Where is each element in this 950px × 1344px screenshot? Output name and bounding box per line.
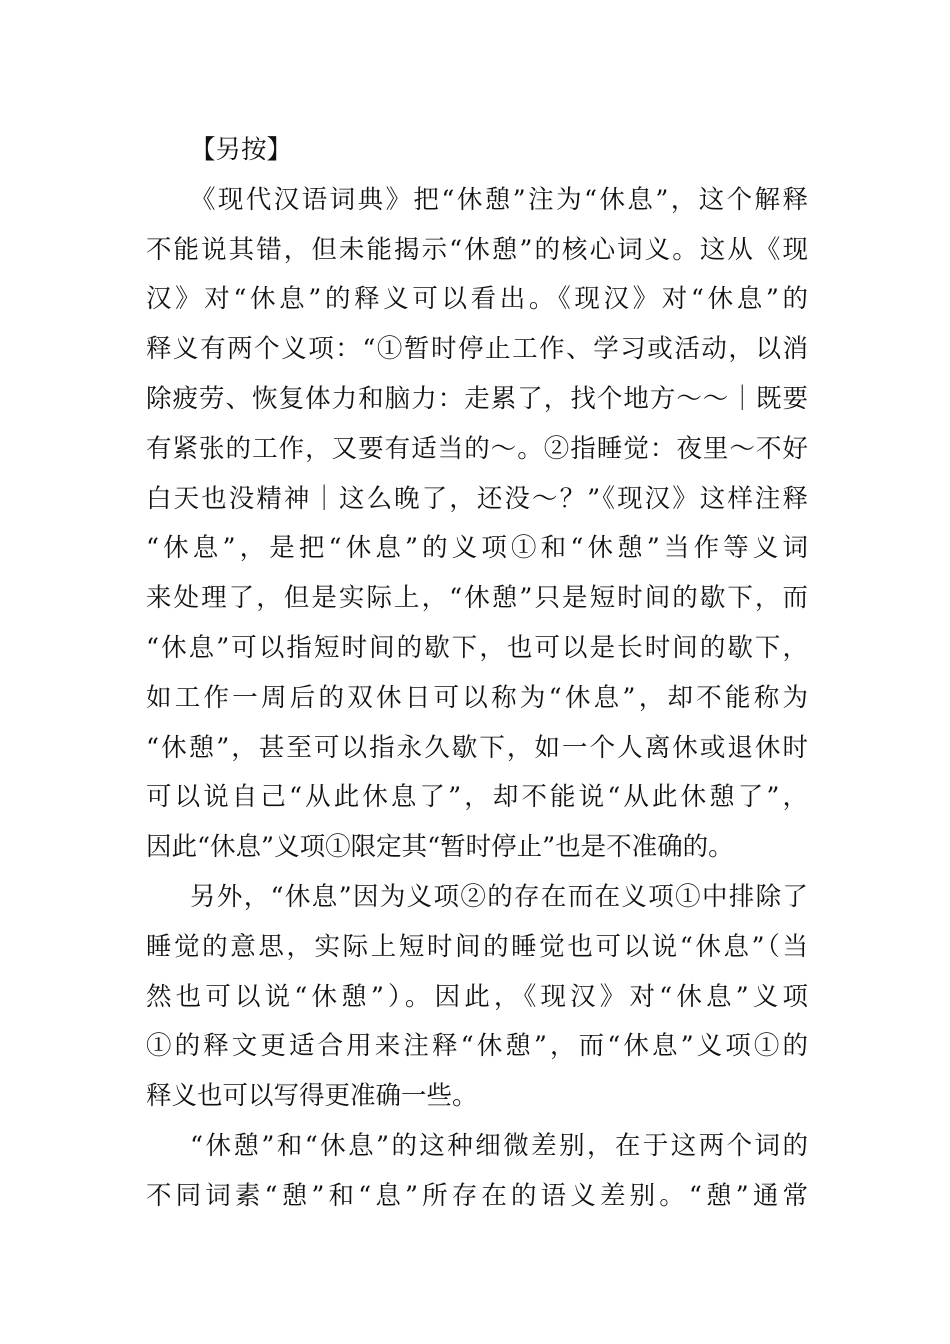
text-line: 可以说自己“从此休息了”，却不能说“从此休憩了”，: [146, 782, 808, 813]
text-line: “休憩”，甚至可以指永久歇下，如一个人离休或退休时: [146, 732, 808, 763]
text-line: 汉》对“休息”的释义可以看出。《现汉》对“休息”的: [146, 284, 808, 315]
paragraph-2: [146, 873, 808, 1122]
text-line: 如工作一周后的双休日可以称为“休息”，却不能称为: [146, 682, 808, 713]
text-line: “休憩”和“休息”的这种细微差别，在于这两个词的: [190, 1130, 808, 1161]
text-line: ①的释文更适合用来注释“休憩”，而“休息”义项①的: [146, 1031, 808, 1062]
text-line: 不能说其错，但未能揭示“休憩”的核心词义。这从《现: [146, 234, 808, 265]
text-line: “休息”，是把“休息”的义项①和“休憩”当作等义词: [146, 533, 808, 564]
text-line: 因此“休息”义项①限定其“暂时停止”也是不准确的。: [146, 832, 734, 863]
text-line: 《现代汉语词典》把“休憩”注为“休息”，这个解释: [190, 184, 808, 215]
section-heading: 【另按】: [190, 135, 293, 165]
text-line: 不同词素“憩”和“息”所存在的语义差别。“憩”通常: [146, 1180, 808, 1211]
text-line: 另外，“休息”因为义项②的存在而在义项①中排除了: [190, 881, 808, 912]
text-line: 有紧张的工作，又要有适当的～。②指睡觉：夜里～不好: [146, 433, 808, 464]
text-line: 释义也可以写得更准确一些。: [146, 1081, 478, 1112]
text-line: 来处理了，但是实际上，“休憩”只是短时间的歇下，而: [146, 583, 808, 614]
text-line: 白天也没精神｜这么晚了，还没～？”《现汉》这样注释: [146, 483, 808, 514]
text-line: “休息”可以指短时间的歇下，也可以是长时间的歇下，: [146, 632, 808, 663]
paragraph-1: [146, 176, 808, 873]
document-page: [146, 126, 808, 1316]
text-line: 除疲劳、恢复体力和脑力：走累了，找个地方～～｜既要: [146, 383, 808, 414]
paragraph-3: [146, 1122, 808, 1222]
text-line: 睡觉的意思，实际上短时间的睡觉也可以说“休息”（当: [146, 931, 808, 962]
text-line: 释义有两个义项：“①暂时停止工作、学习或活动，以消: [146, 334, 808, 365]
text-line: 然也可以说“休憩”）。因此，《现汉》对“休息”义项: [146, 981, 808, 1012]
